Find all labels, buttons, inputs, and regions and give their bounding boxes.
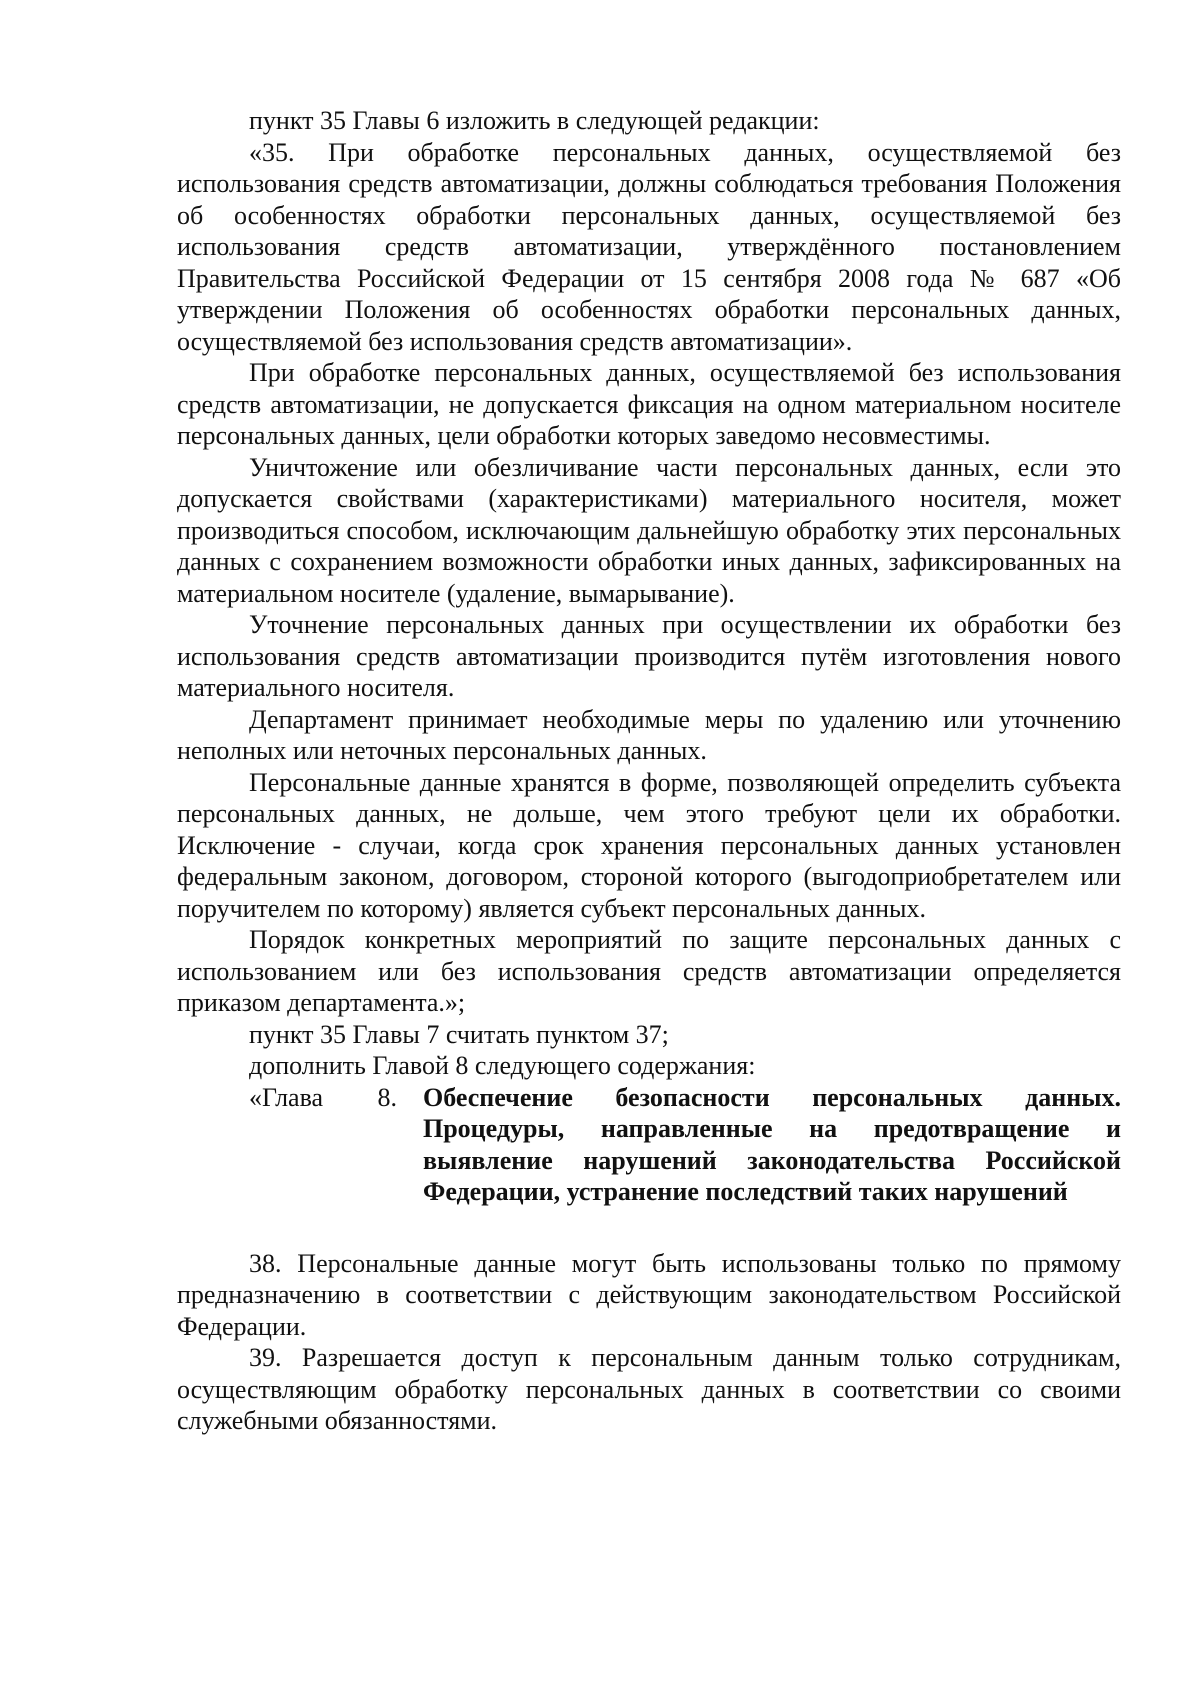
chapter-number: 8. [377, 1082, 397, 1112]
document-body [177, 105, 1121, 1437]
chapter-title: Обеспечение безопасности персональных данных. Процедуры, направленные на предотвращение и выявление нарушений законодательства Российской Федерации, устранение последствий таких нарушений [423, 1082, 1121, 1206]
paragraph: Персональные данные хранятся в форме, позволяющей определить субъекта персональных данных, не дольше, чем этого требуют цели их обработки. Исключение - случаи, когда срок хранения персональных данных установлен федеральным законом, договором, стороной которого (выгодоприобретателем или поручителем по которому) является субъект персональных данных. [177, 767, 1121, 923]
paragraph: При обработке персональных данных, осуществляемой без использования средств автоматизации, не допускается фиксация на одном материальном носителе персональных данных, цели обработки которых заведомо несовместимы. [177, 358, 1121, 450]
spacer [177, 1208, 1121, 1248]
paragraph: «35. При обработке персональных данных, осуществляемой без использования средств автоматизации, должны соблюдаться требования Положения об особенностях обработки персональных данных, осуществляемой без использования средств автоматизации, утверждённого постановлением Правительства Российской Федерации от 15 сентября 2008 года № 687 «Об утверждении Положения об особенностях обработки персональных данных, осуществляемой без использования средств автоматизации». [177, 137, 1121, 356]
paragraph: Департамент принимает необходимые меры по удалению или уточнению неполных или неточных персональных данных. [177, 704, 1121, 765]
paragraph: пункт 35 Главы 7 считать пунктом 37; [249, 1019, 669, 1049]
paragraph: Уничтожение или обезличивание части персональных данных, если это допускается свойствами (характеристиками) материального носителя, может производиться способом, исключающим дальнейшую обработку этих персональных данных с сохранением возможности обработки иных данных, зафиксированных на материальном носителе (удаление, вымарывание). [177, 452, 1121, 608]
paragraph: пункт 35 Главы 6 изложить в следующей редакции: [249, 106, 820, 135]
paragraph: 38. Персональные данные могут быть использованы только по прямому предназначению в соответствии с действующим законодательством Российской Федерации. [177, 1248, 1121, 1341]
paragraph: 39. Разрешается доступ к персональным данным только сотрудникам, осуществляющим обработку персональных данных в соответствии со своими служебными обязанностями. [177, 1343, 1121, 1435]
chapter-label [177, 1082, 423, 1208]
paragraph: дополнить Главой 8 следующего содержания: [249, 1051, 756, 1080]
paragraph: Порядок конкретных мероприятий по защите персональных данных с использованием или без использования средств автоматизации определяется приказом департамента.»; [177, 925, 1121, 1017]
paragraph: Уточнение персональных данных при осуществлении их обработки без использования средств автоматизации производится путём изготовления нового материального носителя. [177, 610, 1121, 702]
chapter-word: «Глава [249, 1082, 324, 1112]
chapter-heading [177, 1082, 1121, 1208]
